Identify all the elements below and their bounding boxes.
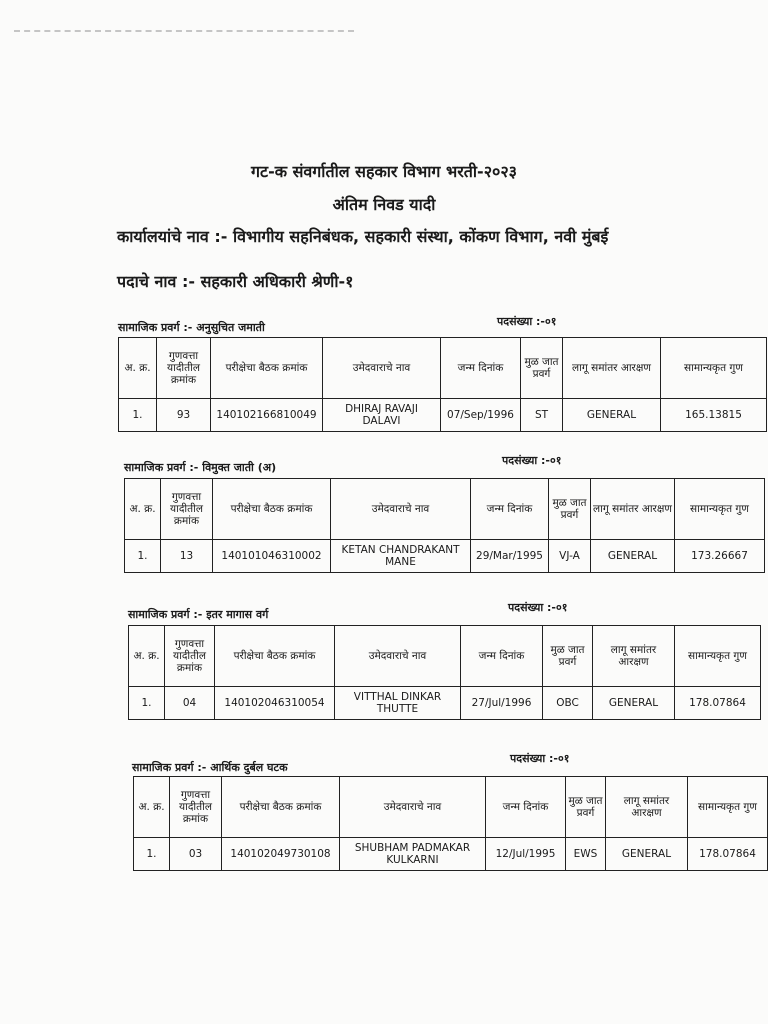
- col-seat: परीक्षेचा बैठक क्रमांक: [213, 479, 331, 540]
- cell-name: VITTHAL DINKAR THUTTE: [335, 687, 461, 720]
- post-label: पदाचे नाव :-: [117, 272, 195, 291]
- cell-seat: 140102046310054: [215, 687, 335, 720]
- cell-caste: OBC: [543, 687, 593, 720]
- document-title: गट-क संवर्गातील सहकार विभाग भरती-२०२३: [251, 162, 517, 181]
- col-dob: जन्म दिनांक: [441, 338, 521, 399]
- cell-sr: 1.: [129, 687, 165, 720]
- col-caste: मुळ जात प्रवर्ग: [549, 479, 591, 540]
- cell-dob: 12/Jul/1995: [486, 838, 566, 871]
- col-dob: जन्म दिनांक: [471, 479, 549, 540]
- col-parallel: लागू समांतर आरक्षण: [563, 338, 661, 399]
- table-header-row: [119, 338, 767, 399]
- cell-parallel: GENERAL: [593, 687, 675, 720]
- section-category: [132, 760, 288, 775]
- col-sr: अ. क्र.: [129, 626, 165, 687]
- selection-table: [133, 776, 768, 871]
- cell-name: KETAN CHANDRAKANT MANE: [331, 540, 471, 573]
- office-label: कार्यालयांचे नाव :-: [117, 227, 228, 246]
- cell-sr: 1.: [134, 838, 170, 871]
- col-score: सामान्यकृत गुण: [675, 626, 761, 687]
- table-row: [125, 540, 765, 573]
- col-parallel: लागू समांतर आरक्षण: [593, 626, 675, 687]
- post-value: सहकारी अधिकारी श्रेणी-१: [200, 272, 354, 291]
- cell-name: SHUBHAM PADMAKAR KULKARNI: [340, 838, 486, 871]
- category-value: अनुसुचित जमाती: [196, 321, 265, 334]
- cell-merit: 93: [157, 399, 211, 432]
- table-row: [134, 838, 768, 871]
- col-merit: गुणवत्ता यादीतील क्रमांक: [161, 479, 213, 540]
- cell-caste: VJ-A: [549, 540, 591, 573]
- category-label: सामाजिक प्रवर्ग :-: [118, 321, 193, 334]
- cell-caste: EWS: [566, 838, 606, 871]
- section-post-count: पदसंख्या :-०१: [508, 601, 568, 614]
- col-dob: जन्म दिनांक: [486, 777, 566, 838]
- col-parallel: लागू समांतर आरक्षण: [591, 479, 675, 540]
- table-header-row: [129, 626, 761, 687]
- col-seat: परीक्षेचा बैठक क्रमांक: [215, 626, 335, 687]
- cell-seat: 140101046310002: [213, 540, 331, 573]
- cell-merit: 03: [170, 838, 222, 871]
- col-merit: गुणवत्ता यादीतील क्रमांक: [170, 777, 222, 838]
- col-sr: अ. क्र.: [125, 479, 161, 540]
- col-caste: मुळ जात प्रवर्ग: [566, 777, 606, 838]
- col-score: सामान्यकृत गुण: [688, 777, 768, 838]
- table-row: [129, 687, 761, 720]
- section-post-count: पदसंख्या :-०१: [510, 752, 570, 765]
- section-category: [118, 320, 265, 335]
- cell-merit: 04: [165, 687, 215, 720]
- section-post-count: पदसंख्या :-०१: [497, 315, 557, 328]
- col-merit: गुणवत्ता यादीतील क्रमांक: [165, 626, 215, 687]
- cell-sr: 1.: [119, 399, 157, 432]
- section-post-count: पदसंख्या :-०१: [502, 454, 562, 467]
- cell-seat: 140102049730108: [222, 838, 340, 871]
- selection-table: [124, 478, 765, 573]
- col-parallel: लागू समांतर आरक्षण: [606, 777, 688, 838]
- col-score: सामान्यकृत गुण: [675, 479, 765, 540]
- col-name: उमेदवाराचे नाव: [331, 479, 471, 540]
- cell-dob: 29/Mar/1995: [471, 540, 549, 573]
- table-header-row: [125, 479, 765, 540]
- office-value: विभागीय सहनिबंधक, सहकारी संस्था, कोंकण विभाग, नवी मुंबई: [232, 227, 609, 246]
- cell-sr: 1.: [125, 540, 161, 573]
- selection-table: [118, 337, 767, 432]
- col-seat: परीक्षेचा बैठक क्रमांक: [222, 777, 340, 838]
- cell-score: 173.26667: [675, 540, 765, 573]
- category-value: विमुक्त जाती (अ): [202, 461, 277, 474]
- category-label: सामाजिक प्रवर्ग :-: [128, 608, 203, 621]
- selection-table: [128, 625, 761, 720]
- col-caste: मुळ जात प्रवर्ग: [521, 338, 563, 399]
- col-name: उमेदवाराचे नाव: [340, 777, 486, 838]
- cell-merit: 13: [161, 540, 213, 573]
- section-category: [124, 460, 276, 475]
- col-caste: मुळ जात प्रवर्ग: [543, 626, 593, 687]
- document-subtitle: अंतिम निवड यादी: [332, 195, 436, 214]
- cell-score: 178.07864: [675, 687, 761, 720]
- scan-artifact-line: [14, 30, 354, 32]
- office-line: [117, 225, 608, 247]
- cell-dob: 07/Sep/1996: [441, 399, 521, 432]
- category-value: इतर मागास वर्ग: [206, 608, 269, 621]
- col-dob: जन्म दिनांक: [461, 626, 543, 687]
- cell-parallel: GENERAL: [563, 399, 661, 432]
- cell-parallel: GENERAL: [591, 540, 675, 573]
- col-seat: परीक्षेचा बैठक क्रमांक: [211, 338, 323, 399]
- col-score: सामान्यकृत गुण: [661, 338, 767, 399]
- category-label: सामाजिक प्रवर्ग :-: [132, 761, 207, 774]
- table-row: [119, 399, 767, 432]
- cell-seat: 140102166810049: [211, 399, 323, 432]
- col-name: उमेदवाराचे नाव: [335, 626, 461, 687]
- post-line: [117, 270, 353, 292]
- table-header-row: [134, 777, 768, 838]
- cell-name: DHIRAJ RAVAJI DALAVI: [323, 399, 441, 432]
- cell-score: 165.13815: [661, 399, 767, 432]
- section-category: [128, 607, 268, 622]
- cell-score: 178.07864: [688, 838, 768, 871]
- cell-parallel: GENERAL: [606, 838, 688, 871]
- col-name: उमेदवाराचे नाव: [323, 338, 441, 399]
- cell-caste: ST: [521, 399, 563, 432]
- category-value: आर्थिक दुर्बल घटक: [210, 761, 288, 774]
- cell-dob: 27/Jul/1996: [461, 687, 543, 720]
- col-merit: गुणवत्ता यादीतील क्रमांक: [157, 338, 211, 399]
- category-label: सामाजिक प्रवर्ग :-: [124, 461, 199, 474]
- col-sr: अ. क्र.: [119, 338, 157, 399]
- col-sr: अ. क्र.: [134, 777, 170, 838]
